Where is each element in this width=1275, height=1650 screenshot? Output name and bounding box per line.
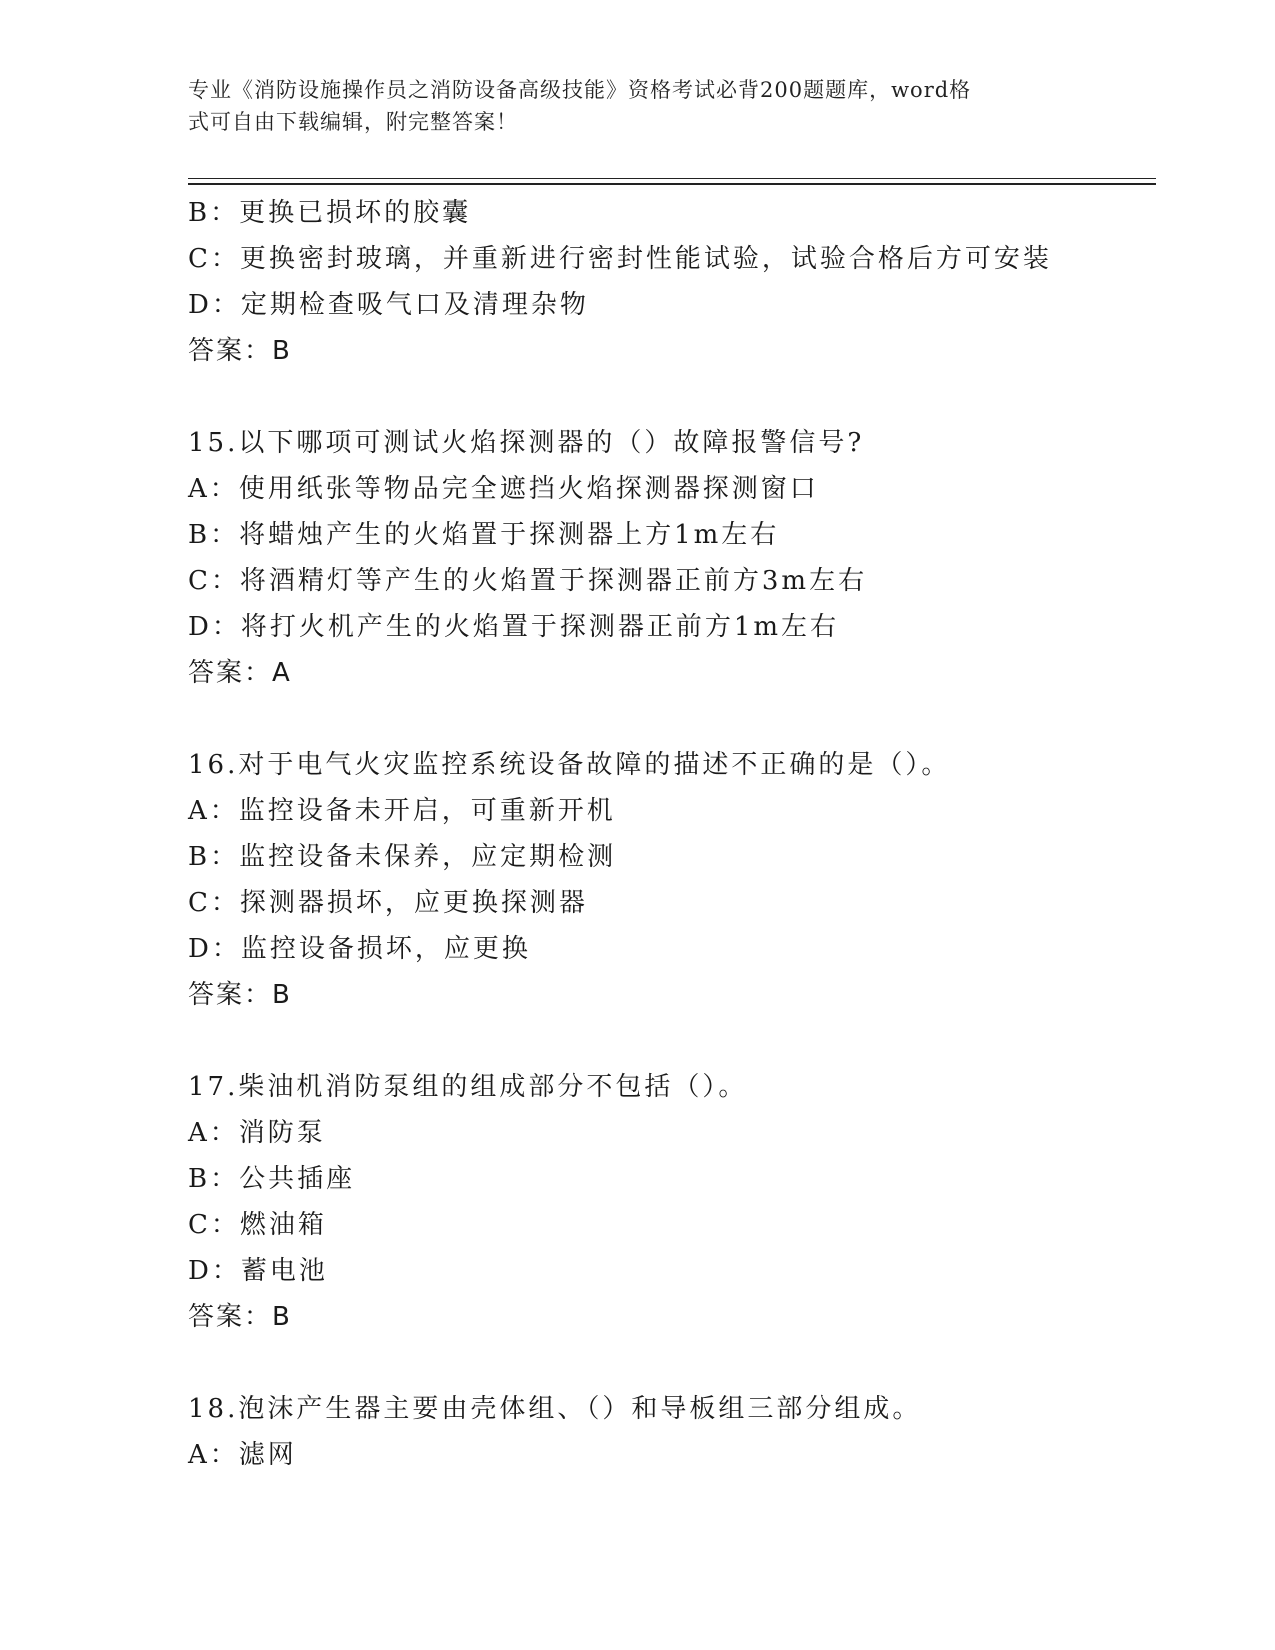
header-divider-thin: [188, 178, 1156, 179]
header-line-2: 式可自由下载编辑，附完整答案！: [188, 110, 518, 134]
option-line: D：监控设备损坏，应更换: [188, 934, 531, 964]
question-stem: 15.以下哪项可测试火焰探测器的（）故障报警信号?: [188, 428, 865, 458]
option-line: A：监控设备未开启，可重新开机: [188, 796, 616, 826]
option-line: C：探测器损坏，应更换探测器: [188, 888, 588, 918]
answer-line: 答案：A: [188, 658, 292, 688]
option-line: A：滤网: [188, 1440, 297, 1470]
option-line: D：将打火机产生的火焰置于探测器正前方1m左右: [188, 612, 840, 642]
option-line: C：燃油箱: [188, 1210, 327, 1240]
option-line: D：蓄电池: [188, 1256, 328, 1286]
option-line: C：将酒精灯等产生的火焰置于探测器正前方3m左右: [188, 566, 868, 596]
option-line: A：消防泵: [188, 1118, 326, 1148]
option-line: A：使用纸张等物品完全遮挡火焰探测器探测窗口: [188, 474, 819, 504]
spacer: [188, 374, 1156, 420]
spacer: [188, 1340, 1156, 1386]
option-line: B：更换已损坏的胶囊: [188, 198, 472, 228]
answer-line: 答案：B: [188, 1302, 292, 1332]
header-divider-thick: [188, 183, 1156, 185]
document-header: [188, 74, 1088, 138]
option-line: D：定期检查吸气口及清理杂物: [188, 290, 589, 320]
question-stem: 16.对于电气火灾监控系统设备故障的描述不正确的是（）。: [188, 750, 951, 780]
option-line: C：更换密封玻璃，并重新进行密封性能试验，试验合格后方可安装: [188, 244, 1052, 274]
answer-line: 答案：B: [188, 336, 292, 366]
answer-line: 答案：B: [188, 980, 292, 1010]
header-line-1: 专业《消防设施操作员之消防设备高级技能》资格考试必背200题题库，word格: [188, 78, 972, 102]
question-list: [188, 190, 1156, 1478]
spacer: [188, 1018, 1156, 1064]
option-line: B：公共插座: [188, 1164, 356, 1194]
option-line: B：将蜡烛产生的火焰置于探测器上方1m左右: [188, 520, 780, 550]
question-stem: 17.柴油机消防泵组的组成部分不包括（）。: [188, 1072, 748, 1102]
option-line: B：监控设备未保养，应定期检测: [188, 842, 617, 872]
question-stem: 18.泡沫产生器主要由壳体组、（）和导板组三部分组成。: [188, 1394, 922, 1424]
spacer: [188, 696, 1156, 742]
